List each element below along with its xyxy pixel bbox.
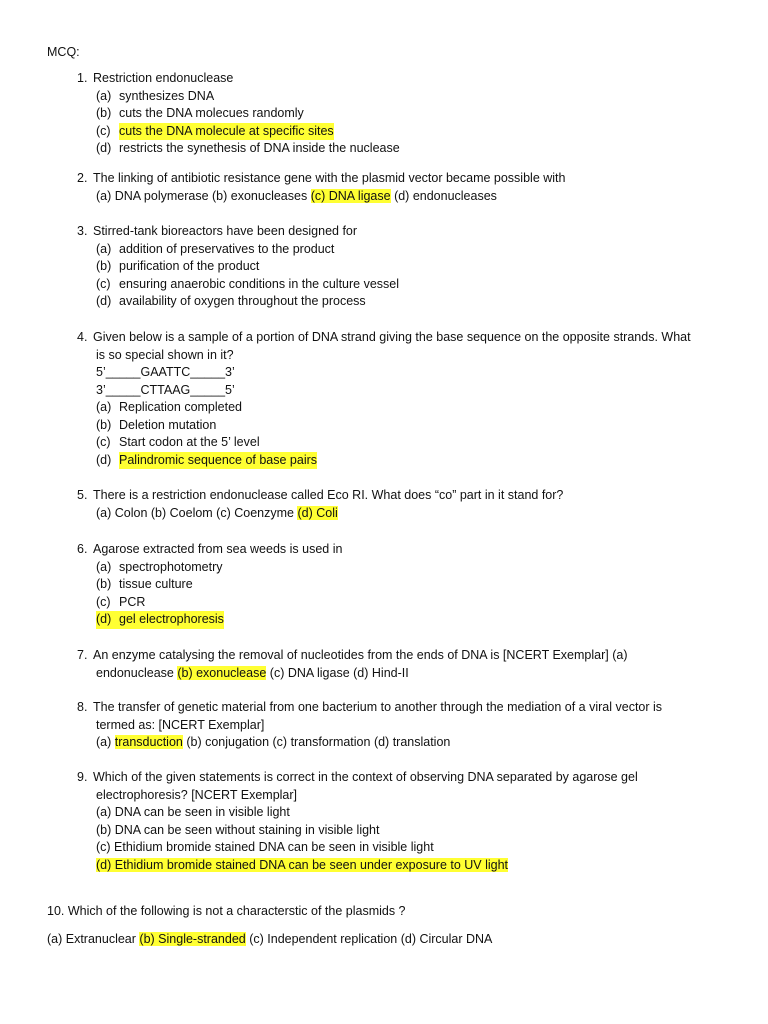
sequence-line-1: 5’_____GAATTC_____3’ <box>96 365 235 379</box>
question-number: 7. <box>77 648 88 662</box>
answer-highlight: transduction <box>114 735 183 749</box>
question-number: 1. <box>77 71 88 85</box>
option-d-answer: (d) Palindromic sequence of base pairs <box>0 452 768 470</box>
option-c: (c) PCR <box>96 594 146 609</box>
answer-highlight: (d) Coli <box>297 505 338 520</box>
statement-c: (c) Ethidium bromide stained DNA can be seen in visible light <box>96 840 434 854</box>
statement-a: (a) DNA can be seen in visible light <box>96 805 290 819</box>
question-text: Stirred-tank bioreactors have been designed for <box>93 224 358 238</box>
options-line: (a) DNA polymerase (b) exonucleases (c) DNA ligase (d) endonucleases <box>96 188 497 203</box>
question-number: 9. <box>77 770 88 784</box>
question-text: Given below is a sample of a portion of DNA strand giving the base sequence on the opposite strands. What <box>93 330 691 344</box>
option-c-answer: (c) cuts the DNA molecule at specific sites <box>0 123 768 141</box>
question-text-cont: electrophoresis? [NCERT Exemplar] <box>96 787 298 802</box>
statement-b: (b) DNA can be seen without staining in visible light <box>96 822 380 837</box>
option-a: (a) addition of preservatives to the product <box>96 241 335 256</box>
question-number: 2. <box>77 171 88 185</box>
question-9 <box>0 769 768 874</box>
question-text: An enzyme catalysing the removal of nucleotides from the ends of DNA is [NCERT Exemplar] (a) <box>93 648 628 662</box>
question-8 <box>0 699 768 752</box>
question-number: 3. <box>77 224 88 238</box>
option-b: (b) Deletion mutation <box>96 417 217 432</box>
question-10-options: (a) Extranuclear (b) Single-stranded (c) Independent replication (d) Circular DNA <box>47 932 493 946</box>
option-b: (b) purification of the product <box>96 259 260 273</box>
statement-d-answer: (d) Ethidium bromide stained DNA can be seen under exposure to UV light <box>96 857 509 872</box>
sequence-line-2: 3’_____CTTAAG_____5’ <box>96 382 235 397</box>
option-c: (c) Start codon at the 5’ level <box>96 435 260 449</box>
mcq-heading: MCQ: <box>47 45 80 59</box>
option-c: (c) ensuring anaerobic conditions in the culture vessel <box>96 276 400 291</box>
answer-highlight: (b) Single-stranded <box>139 932 246 946</box>
options-line: endonuclease (b) exonuclease (c) DNA ligase (d) Hind-II <box>96 665 409 680</box>
question-1 <box>0 70 768 158</box>
question-4 <box>0 329 768 469</box>
question-10-text: 10. Which of the following is not a characterstic of the plasmids ? <box>47 904 406 918</box>
option-b: (b) tissue culture <box>96 577 193 591</box>
options-line: (a) transduction (b) conjugation (c) transformation (d) translation <box>96 735 451 749</box>
question-text: The linking of antibiotic resistance gene with the plasmid vector became possible with <box>93 171 566 185</box>
question-number: 5. <box>77 488 88 502</box>
question-number: 8. <box>77 700 88 714</box>
question-text: There is a restriction endonuclease called Eco RI. What does “co” part in it stand for? <box>93 488 564 502</box>
question-number: 6. <box>77 542 88 556</box>
answer-highlight: (c) DNA ligase <box>310 188 391 203</box>
question-2 <box>0 170 768 205</box>
question-text-cont: is so special shown in it? <box>96 347 234 362</box>
option-a: (a) Replication completed <box>96 400 242 414</box>
question-text-cont: termed as: [NCERT Exemplar] <box>96 717 265 732</box>
question-3 <box>0 223 768 311</box>
options-line: (a) Colon (b) Coelom (c) Coenzyme (d) Coli <box>96 505 338 520</box>
question-text: The transfer of genetic material from one bacterium to another through the mediation of a viral vector is <box>93 700 663 714</box>
option-d: (d) availability of oxygen throughout the process <box>96 294 366 308</box>
option-b: (b) cuts the DNA molecues randomly <box>96 106 304 120</box>
option-d: (d) restricts the synethesis of DNA inside the nuclease <box>96 141 400 155</box>
question-6 <box>0 541 768 629</box>
option-a: (a) spectrophotometry <box>96 559 223 574</box>
question-number: 4. <box>77 330 88 344</box>
question-text: Agarose extracted from sea weeds is used in <box>93 542 343 556</box>
question-7 <box>0 647 768 682</box>
answer-highlight: (b) exonuclease <box>177 665 267 680</box>
question-text: Which of the given statements is correct in the context of observing DNA separated by agarose gel <box>93 770 638 784</box>
option-a: (a) synthesizes DNA <box>96 88 215 103</box>
option-d-answer: (d) gel electrophoresis <box>0 611 768 629</box>
question-5 <box>0 487 768 522</box>
question-text: Restriction endonuclease <box>93 71 234 85</box>
